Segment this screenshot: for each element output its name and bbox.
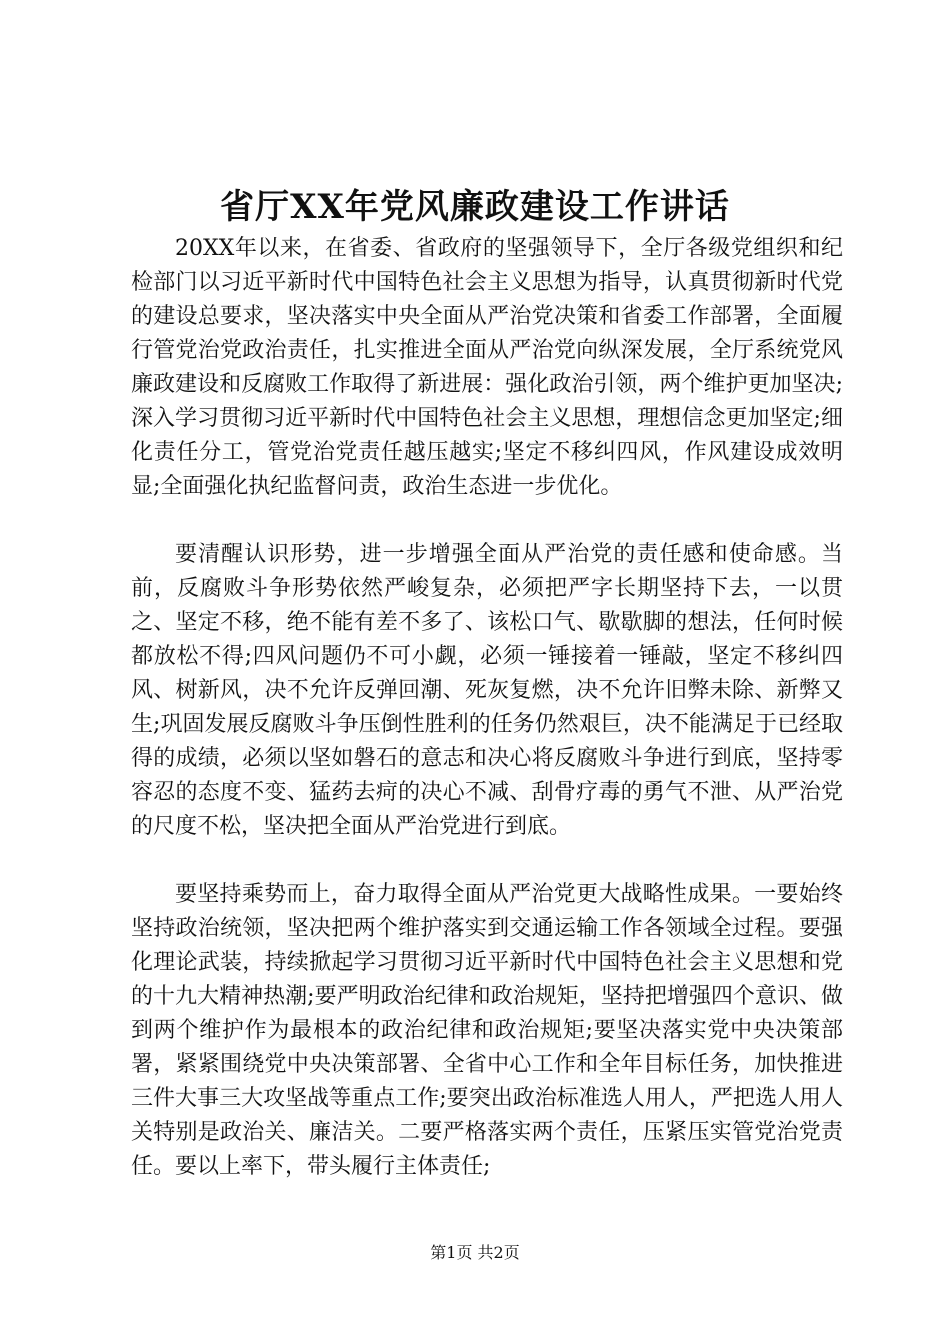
document-title: 省厅XX年党风廉政建设工作讲话	[220, 187, 730, 227]
paragraph-3: 要坚持乘势而上，奋力取得全面从严治党更大战略性成果。一要始终坚持政治统领，坚决把两个维护落实到交通运输工作各领域全过程。要强化理论武装，持续掀起学习贯彻习近平新时代中国特色社会主义思想和党的十九大精神热潮;要严明政治纪律和政治规矩，坚持把增强四个意识、做到两个维护作为最根本的政治纪律和政治规矩;要坚决落实党中央决策部署，紧紧围绕党中央决策部署、全省中心工作和全年目标任务，加快推进三件大事三大攻坚战等重点工作;要突出政治标准选人用人，严把选人用人关特别是政治关、廉洁关。二要严格落实两个责任，压紧压实管党治党责任。要以上率下，带头履行主体责任;	[131, 882, 843, 1179]
page-number-footer: 第1页 共2页	[430, 1243, 520, 1262]
paragraph-2: 要清醒认识形势，进一步增强全面从严治党的责任感和使命感。当前，反腐败斗争形势依然严峻复杂，必须把严字长期坚持下去，一以贯之、坚定不移，绝不能有差不多了、该松口气、歇歇脚的想法，任何时候都放松不得;四风问题仍不可小觑，必须一锤接着一锤敲，坚定不移纠四风、树新风，决不允许反弹回潮、死灰复燃，决不允许旧弊未除、新弊又生;巩固发展反腐败斗争压倒性胜利的任务仍然艰巨，决不能满足于已经取得的成绩，必须以坚如磐石的意志和决心将反腐败斗争进行到底，坚持零容忍的态度不变、猛药去疴的决心不减、刮骨疗毒的勇气不泄、从严治党的尺度不松，坚决把全面从严治党进行到底。	[131, 542, 843, 839]
paragraph-gap	[131, 844, 843, 878]
paragraph-1: 20XX年以来，在省委、省政府的坚强领导下，全厅各级党组织和纪检部门以习近平新时代中国特色社会主义思想为指导，认真贯彻新时代党的建设总要求，坚决落实中央全面从严治党决策和省委工作部署，全面履行管党治党政治责任，扎实推进全面从严治党向纵深发展，全厅系统党风廉政建设和反腐败工作取得了新进展：强化政治引领，两个维护更加坚决;深入学习贯彻习近平新时代中国特色社会主义思想，理想信念更加坚定;细化责任分工，管党治党责任越压越实;坚定不移纠四风，作风建设成效明显;全面强化执纪监督问责，政治生态进一步优化。	[131, 236, 843, 499]
paragraph-gap	[131, 504, 843, 538]
document-body	[131, 232, 843, 1184]
